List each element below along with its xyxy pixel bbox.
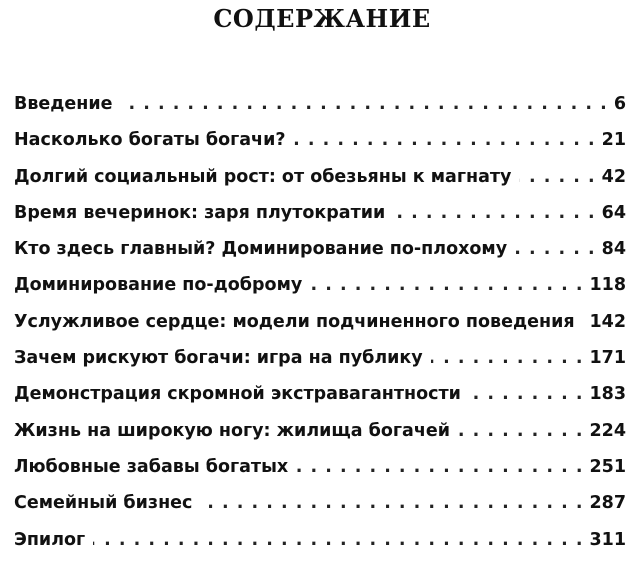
toc-entry-page-number: 64 bbox=[601, 202, 626, 223]
dot-leader bbox=[296, 455, 583, 479]
dot-leader bbox=[200, 491, 583, 515]
toc-entry-who-is-boss[interactable] bbox=[14, 237, 626, 273]
dot-leader bbox=[519, 165, 595, 189]
toc-entry-title: Насколько богаты богачи? bbox=[14, 130, 286, 151]
toc-entry-title: Зачем рискуют богачи: игра на публику bbox=[14, 348, 423, 369]
toc-entry-title: Семейный бизнес bbox=[14, 493, 193, 514]
toc-entry-modest-extravagance[interactable] bbox=[14, 382, 626, 418]
toc-entry-page-number: 183 bbox=[589, 384, 626, 405]
toc-entry-epilogue[interactable] bbox=[14, 528, 626, 564]
dot-leader bbox=[515, 237, 596, 261]
dot-leader bbox=[293, 128, 595, 152]
toc-entry-page-number: 84 bbox=[601, 239, 626, 260]
toc-entry-page-number: 21 bbox=[601, 130, 626, 151]
toc-entry-page-number: 311 bbox=[589, 529, 626, 550]
toc-entry-title: Доминирование по-доброму bbox=[14, 275, 303, 296]
toc-entry-page-number: 118 bbox=[589, 275, 626, 296]
dot-leader bbox=[469, 382, 584, 406]
dot-leader bbox=[458, 419, 583, 443]
toc-entry-page-number: 251 bbox=[589, 456, 626, 477]
table-of-contents bbox=[14, 92, 626, 564]
toc-entry-title: Любовные забавы богатых bbox=[14, 456, 289, 477]
toc-entry-title: Услужливое сердце: модели подчиненного поведения bbox=[14, 311, 575, 332]
dot-leader bbox=[310, 273, 583, 297]
page-title: СОДЕРЖАНИЕ bbox=[213, 4, 431, 33]
toc-entry-party-time[interactable] bbox=[14, 201, 626, 237]
toc-entry-title: Жизнь на широкую ногу: жилища богачей bbox=[14, 420, 450, 441]
dot-leader bbox=[93, 528, 583, 552]
toc-entry-why-rich-risk[interactable] bbox=[14, 346, 626, 382]
toc-entry-family-business[interactable] bbox=[14, 491, 626, 527]
toc-entry-servile-heart[interactable] bbox=[14, 310, 626, 346]
toc-entry-introduction[interactable] bbox=[14, 92, 626, 128]
toc-entry-living-large[interactable] bbox=[14, 419, 626, 455]
toc-entry-title: Демонстрация скромной экстравагантности bbox=[14, 384, 461, 405]
toc-entry-page-number: 142 bbox=[589, 311, 626, 332]
dot-leader bbox=[393, 201, 595, 225]
toc-entry-page-number: 287 bbox=[589, 493, 626, 514]
toc-entry-dominance-nice[interactable] bbox=[14, 273, 626, 309]
dot-leader bbox=[121, 92, 608, 116]
toc-entry-page-number: 224 bbox=[589, 420, 626, 441]
toc-entry-love-games[interactable] bbox=[14, 455, 626, 491]
dot-leader bbox=[431, 346, 584, 370]
dot-leader bbox=[583, 310, 584, 334]
toc-entry-page-number: 6 bbox=[613, 94, 626, 114]
toc-entry-title: Долгий социальный рост: от обезьяны к магнату bbox=[14, 166, 512, 187]
toc-entry-title: Кто здесь главный? Доминирование по-плохому bbox=[14, 239, 508, 260]
toc-entry-title: Эпилог bbox=[14, 529, 86, 550]
toc-entry-page-number: 171 bbox=[589, 348, 626, 369]
toc-entry-title: Введение bbox=[14, 94, 113, 114]
toc-entry-how-rich[interactable] bbox=[14, 128, 626, 164]
toc-entry-title: Время вечеринок: заря плутократии bbox=[14, 202, 386, 223]
toc-entry-social-rise[interactable] bbox=[14, 165, 626, 201]
toc-entry-page-number: 42 bbox=[601, 166, 626, 187]
